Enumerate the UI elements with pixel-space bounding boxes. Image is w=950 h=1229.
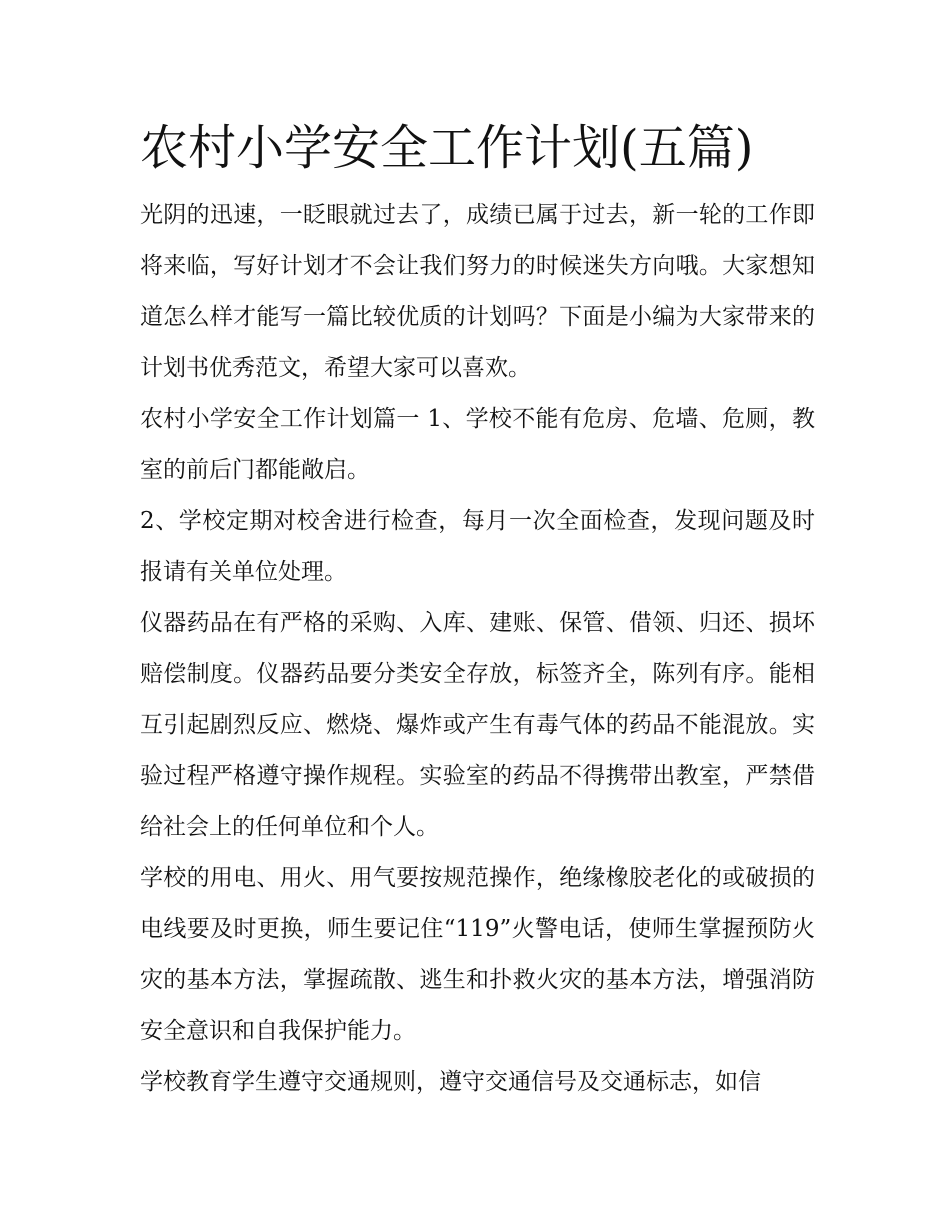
document-title: 农村小学安全工作计划(五篇) <box>140 120 754 176</box>
paragraph-item-2: 2、学校定期对校舍进行检查，每月一次全面检查，发现问题及时报请有关单位处理。 <box>140 508 815 585</box>
paragraph-item-1: 农村小学安全工作计划篇一 1、学校不能有危房、危墙、危厕，教室的前后门都能敞启。 <box>140 406 815 483</box>
paragraph-fire-safety: 学校的用电、用火、用气要按规范操作，绝缘橡胶老化的或破损的电线要及时更换，师生要记住“119”火警电话，使师生掌握预防火灾的基本方法，掌握疏散、逃生和扑救火灾的基本方法，增强消防安全意识和自我保护能力。 <box>140 865 815 1044</box>
document-page <box>140 112 815 1108</box>
paragraph-lab-chemicals: 仪器药品在有严格的采购、入库、建账、保管、借领、归还、损坏赔偿制度。仪器药品要分类安全存放，标签齐全，陈列有序。能相互引起剧烈反应、燃烧、爆炸或产生有毒气体的药品不能混放。实验过程严格遵守操作规程。实验室的药品不得携带出教室，严禁借给社会上的任何单位和个人。 <box>140 610 815 840</box>
paragraph-intro: 光阴的迅速，一眨眼就过去了，成绩已属于过去，新一轮的工作即将来临，写好计划才不会让我们努力的时候迷失方向哦。大家想知道怎么样才能写一篇比较优质的计划吗？下面是小编为大家带来的计划书优秀范文，希望大家可以喜欢。 <box>140 202 815 381</box>
paragraph-traffic-safety: 学校教育学生遵守交通规则，遵守交通信号及交通标志，如信 <box>140 1069 761 1095</box>
